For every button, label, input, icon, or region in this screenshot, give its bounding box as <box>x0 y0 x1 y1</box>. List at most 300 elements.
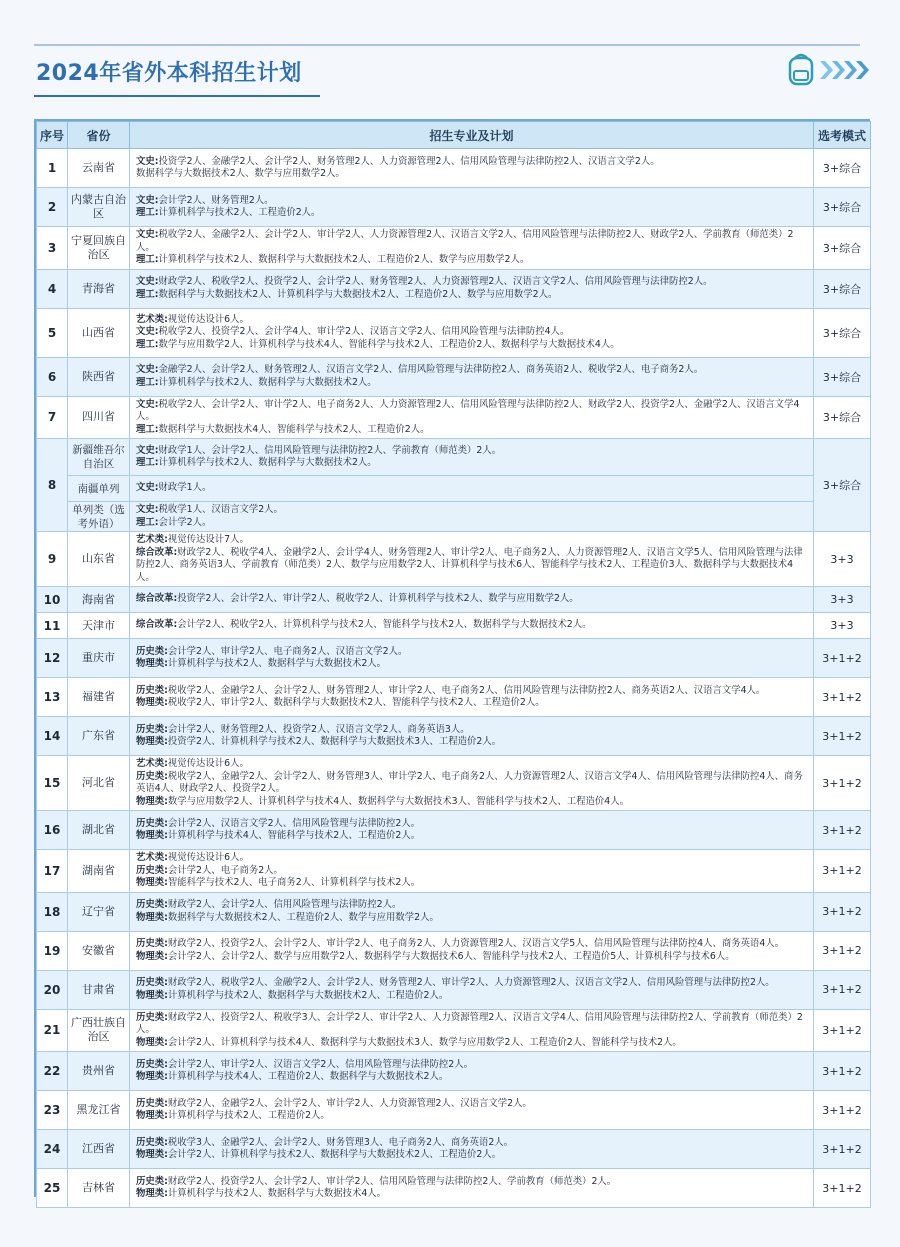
plan-text: 视觉传达设计7人。 <box>167 534 249 545</box>
plan-line <box>136 852 807 865</box>
plan-text: 财政学1人。 <box>158 482 212 494</box>
plan-cell <box>130 502 814 532</box>
plan-line <box>136 938 807 951</box>
plan-line <box>136 207 807 220</box>
mode-cell: 3+1+2 <box>814 1091 871 1130</box>
plan-line <box>136 1059 807 1072</box>
province-cell: 辽宁省 <box>68 892 130 931</box>
plan-line <box>136 445 807 458</box>
mode-cell: 3+1+2 <box>814 1009 871 1052</box>
row-number: 6 <box>37 357 68 396</box>
plan-category: 文史: <box>136 155 159 167</box>
plan-cell <box>130 1091 814 1130</box>
plan-cell <box>130 717 814 756</box>
row-number: 22 <box>37 1052 68 1091</box>
table-row <box>37 502 871 532</box>
plan-text: 投资学2人、计算机科学与技术2人、数据科学与大数据技术3人、工程造价2人。 <box>167 736 502 747</box>
province-cell: 云南省 <box>68 149 130 188</box>
plan-category: 物理类: <box>136 950 168 962</box>
province-cell: 甘肃省 <box>68 970 130 1009</box>
plan-category: 历史类: <box>136 1058 168 1070</box>
plan-cell <box>130 439 814 476</box>
plan-line <box>136 517 807 530</box>
mode-cell: 3+综合 <box>814 396 871 439</box>
province-cell: 河北省 <box>68 756 130 811</box>
plan-text: 会计学2人、审计学2人、汉语言文学2人、信用风险管理与法律防控2人。 <box>167 1058 473 1070</box>
row-number: 4 <box>37 269 68 308</box>
province-cell: 湖南省 <box>68 850 130 893</box>
plan-cell <box>130 587 814 613</box>
plan-line <box>136 724 807 737</box>
plan-category: 物理类: <box>136 1149 168 1160</box>
province-cell: 江西省 <box>68 1130 130 1169</box>
plan-line <box>136 457 807 470</box>
plan-cell <box>130 149 814 188</box>
province-cell: 山东省 <box>68 532 130 587</box>
plan-line <box>136 1012 807 1037</box>
plan-category: 物理类: <box>136 1036 168 1048</box>
plan-line <box>136 1037 807 1050</box>
plan-cell <box>130 1052 814 1091</box>
plan-text: 会计学2人、财务管理2人、投资学2人、汉语言文学2人、商务英语3人。 <box>167 723 470 735</box>
plan-text: 财政学2人、税收学2人、投资学2人、会计学2人、财务管理2人、人力资源管理2人、汉语言文学2人、信用风险管理与法律防控2人。 <box>158 276 713 287</box>
plan-cell <box>130 1130 814 1169</box>
province-cell: 陕西省 <box>68 357 130 396</box>
mode-cell: 3+1+2 <box>814 1052 871 1091</box>
province-cell: 福建省 <box>68 678 130 717</box>
plan-line <box>136 977 807 990</box>
table-row <box>37 678 871 717</box>
province-cell: 内蒙古自治区 <box>68 188 130 227</box>
plan-line <box>136 424 807 437</box>
enrollment-table <box>34 119 870 1197</box>
province-cell: 青海省 <box>68 269 130 308</box>
plan-line <box>136 364 807 377</box>
row-number: 8 <box>37 439 68 532</box>
mode-cell: 3+3 <box>814 532 871 587</box>
mode-cell: 3+综合 <box>814 149 871 188</box>
plan-category: 物理类: <box>136 1188 168 1199</box>
table-row <box>37 639 871 678</box>
plan-text: 财政学2人、投资学2人、会计学2人、审计学2人、信用风险管理与法律防控2人、学前教育（师范类）2人。 <box>167 1175 617 1187</box>
table-row <box>37 931 871 970</box>
plan-text: 数据科学与大数据技术4人、智能科学与技术2人、工程造价2人。 <box>158 423 430 435</box>
plan-cell <box>130 308 814 357</box>
plan-text: 会计学2人、财务管理2人。 <box>158 194 274 206</box>
plan-text: 计算机科学与技术4人、智能科学与技术2人、工程造价2人。 <box>167 830 421 841</box>
province-cell: 广东省 <box>68 717 130 756</box>
plan-text: 计算机科学与技术2人、数据科学与大数据技术4人。 <box>167 1188 387 1199</box>
plan-category: 理工: <box>136 254 159 265</box>
plan-line <box>136 1098 807 1111</box>
table-row <box>37 269 871 308</box>
plan-category: 物理类: <box>136 830 168 841</box>
table-row <box>37 850 871 893</box>
table-row <box>37 1169 871 1208</box>
plan-text: 财政学2人、会计学2人、信用风险管理与法律防控2人。 <box>167 899 402 910</box>
row-number: 11 <box>37 613 68 639</box>
plan-line <box>136 547 807 585</box>
plan-category: 文史: <box>136 364 159 375</box>
plan-line <box>136 796 807 809</box>
mode-cell: 3+1+2 <box>814 639 871 678</box>
table-row <box>37 227 871 270</box>
plan-category: 艺术类: <box>136 758 168 769</box>
row-number: 7 <box>37 396 68 439</box>
plan-text: 财政学2人、税收学2人、金融学2人、会计学2人、财务管理2人、审计学2人、人力资源管理2人、汉语言文学2人、信用风险管理与法律防控2人。 <box>167 977 775 988</box>
plan-cell <box>130 678 814 717</box>
plan-category: 历史类: <box>136 645 168 657</box>
plan-line <box>136 276 807 289</box>
plan-cell <box>130 970 814 1009</box>
plan-text: 数学与应用数学2人、计算机科学与技术4人、智能科学与技术2人、工程造价2人、数据科学与大数据技术4人。 <box>158 338 620 350</box>
plan-line <box>136 1176 807 1189</box>
plan-category: 物理类: <box>136 697 168 708</box>
page-title: 2024年省外本科招生计划 <box>36 61 302 86</box>
plan-line <box>136 229 807 254</box>
mode-cell: 3+1+2 <box>814 931 871 970</box>
plan-text: 数据科学与大数据技术2人、数学与应用数学2人。 <box>136 168 345 179</box>
province-cell: 宁夏回族自治区 <box>68 227 130 270</box>
plan-text: 计算机科学与技术2人、工程造价2人。 <box>158 207 321 218</box>
table-row <box>37 970 871 1009</box>
plan-line <box>136 314 807 327</box>
plan-line <box>136 339 807 352</box>
plan-text: 数据科学与大数据技术2人、工程造价2人、数学与应用数学2人。 <box>167 911 439 923</box>
row-number: 24 <box>37 1130 68 1169</box>
plan-category: 艺术类: <box>136 534 168 545</box>
province-cell: 贵州省 <box>68 1052 130 1091</box>
plan-category: 文史: <box>136 194 159 206</box>
top-rule <box>34 44 860 46</box>
table-header-row <box>37 122 871 149</box>
plan-category: 物理类: <box>136 658 168 669</box>
plan-cell <box>130 227 814 270</box>
plan-line <box>136 912 807 925</box>
mode-cell: 3+综合 <box>814 357 871 396</box>
plan-text: 投资学2人、会计学2人、审计学2人、税收学2人、计算机科学与技术2人、数学与应用数学2人。 <box>177 593 579 605</box>
plan-text: 财政学2人、投资学2人、会计学2人、审计学2人、电子商务2人、人力资源管理2人、汉语言文学5人、信用风险管理与法律防控4人、商务英语4人。 <box>167 938 785 949</box>
plan-category: 综合改革: <box>136 593 178 605</box>
plan-text: 税收学1人、汉语言文学2人。 <box>158 504 283 515</box>
row-number: 9 <box>37 532 68 587</box>
header-plan: 招生专业及计划 <box>130 122 814 149</box>
mode-cell: 3+1+2 <box>814 811 871 850</box>
plan-text: 计算机科学与技术2人、数据科学与大数据技术2人。 <box>158 376 377 388</box>
plan-text: 税收学2人、会计学2人、审计学2人、电子商务2人、人力资源管理2人、信用风险管理与法律防控2人、财政学2人、投资学2人、金融学2人、汉语言文学4人。 <box>136 398 800 422</box>
plan-category: 历史类: <box>136 899 168 910</box>
plan-category: 历史类: <box>136 1175 168 1187</box>
plan-line <box>136 899 807 912</box>
plan-cell <box>130 850 814 893</box>
plan-category: 物理类: <box>136 736 168 747</box>
plan-line <box>136 685 807 698</box>
row-number: 12 <box>37 639 68 678</box>
plan-text: 会计学2人、汉语言文学2人、信用风险管理与法律防控2人。 <box>167 817 421 829</box>
province-cell: 新疆维吾尔自治区 <box>68 439 130 476</box>
plan-text: 会计学2人。 <box>158 516 212 528</box>
row-number: 15 <box>37 756 68 811</box>
plan-line <box>136 593 807 606</box>
plan-line <box>136 399 807 424</box>
plan-line <box>136 156 807 169</box>
plan-text: 会计学2人、计算机科学与技术2人、数据科学与大数据技术2人、工程造价2人。 <box>167 1149 502 1160</box>
province-cell: 黑龙江省 <box>68 1091 130 1130</box>
row-number: 10 <box>37 587 68 613</box>
mode-cell: 3+1+2 <box>814 756 871 811</box>
plan-text: 会计学2人、计算机科学与技术4人、数据科学与大数据技术3人、数学与应用数学2人、工程造价2人、智能科学与技术2人。 <box>167 1036 682 1048</box>
table-row <box>37 587 871 613</box>
plan-cell <box>130 892 814 931</box>
row-number: 1 <box>37 149 68 188</box>
title-underline <box>34 95 320 97</box>
plan-text: 税收学2人、金融学2人、会计学2人、审计学2人、人力资源管理2人、汉语言文学2人、信用风险管理与法律防控2人、财政学2人、学前教育（师范类）2人。 <box>136 229 794 253</box>
plan-text: 税收学2人、金融学2人、会计学2人、财务管理2人、审计学2人、电子商务2人、信用风险管理与法律防控2人、商务英语2人、汉语言文学4人。 <box>167 684 766 696</box>
plan-text: 会计学2人、税收学2人、计算机科学与技术2人、智能科学与技术2人、数据科学与大数据技术2人。 <box>177 619 592 631</box>
plan-category: 文史: <box>136 504 159 515</box>
row-number: 19 <box>37 931 68 970</box>
province-cell: 重庆市 <box>68 639 130 678</box>
plan-line <box>136 658 807 671</box>
mode-cell: 3+1+2 <box>814 717 871 756</box>
plan-category: 历史类: <box>136 770 168 782</box>
mode-cell: 3+1+2 <box>814 1130 871 1169</box>
plan-category: 理工: <box>136 376 159 388</box>
table-row <box>37 613 871 639</box>
plan-line <box>136 697 807 710</box>
plan-category: 文史: <box>136 276 159 287</box>
plan-text: 会计学2人、电子商务2人。 <box>167 864 283 876</box>
plan-text: 计算机科学与技术2人、数据科学与大数据技术2人、工程造价2人。 <box>167 989 449 1001</box>
plan-line <box>136 534 807 547</box>
plan-cell <box>130 1169 814 1208</box>
plan-line <box>136 951 807 964</box>
province-cell: 四川省 <box>68 396 130 439</box>
plan-category: 历史类: <box>136 864 168 876</box>
province-cell: 吉林省 <box>68 1169 130 1208</box>
mode-cell: 3+3 <box>814 613 871 639</box>
plan-category: 理工: <box>136 338 159 350</box>
plan-category: 理工: <box>136 207 159 218</box>
plan-text: 计算机科学与技术2人、数据科学与大数据技术2人、工程造价2人、数学与应用数学2人。 <box>158 254 530 265</box>
table-row <box>37 892 871 931</box>
header-province: 省份 <box>68 122 130 149</box>
table-row <box>37 1009 871 1052</box>
plan-cell <box>130 357 814 396</box>
plan-category: 历史类: <box>136 1011 168 1023</box>
mode-cell: 3+3 <box>814 587 871 613</box>
mode-cell: 3+综合 <box>814 227 871 270</box>
row-number: 18 <box>37 892 68 931</box>
plan-cell <box>130 269 814 308</box>
plan-category: 历史类: <box>136 977 168 988</box>
plan-line <box>136 736 807 749</box>
plan-category: 历史类: <box>136 938 168 949</box>
plan-line <box>136 168 807 181</box>
row-number: 25 <box>37 1169 68 1208</box>
header-mode: 选考模式 <box>814 122 871 149</box>
mode-cell: 3+综合 <box>814 439 871 532</box>
province-cell: 南疆单列 <box>68 476 130 502</box>
row-number: 21 <box>37 1009 68 1052</box>
plan-text: 视觉传达设计6人。 <box>167 852 249 863</box>
plan-line <box>136 326 807 339</box>
mode-cell: 3+综合 <box>814 269 871 308</box>
plan-category: 物理类: <box>136 1071 168 1082</box>
table-row <box>37 439 871 476</box>
mode-cell: 3+1+2 <box>814 678 871 717</box>
province-cell: 山西省 <box>68 308 130 357</box>
plan-text: 财政学2人、金融学2人、会计学2人、审计学2人、人力资源管理2人、汉语言文学2人。 <box>167 1097 532 1109</box>
plan-text: 财政学2人、投资学2人、税收学3人、会计学2人、审计学2人、人力资源管理2人、汉语言文学4人、信用风险管理与法律防控2人、学前教育（师范类）2人。 <box>136 1011 803 1035</box>
plan-text: 投资学2人、金融学2人、会计学2人、财务管理2人、人力资源管理2人、信用风险管理与法律防控2人、汉语言文学2人。 <box>158 155 660 167</box>
mode-cell: 3+1+2 <box>814 1169 871 1208</box>
plan-category: 文史: <box>136 326 159 338</box>
plan-category: 理工: <box>136 423 159 435</box>
mode-cell: 3+1+2 <box>814 892 871 931</box>
plan-cell <box>130 639 814 678</box>
plan-text: 税收学2人、金融学2人、会计学2人、财务管理3人、审计学2人、电子商务2人、人力资源管理2人、汉语言文学4人、信用风险管理与法律防控4人、商务英语4人、财政学2人、投资学2人。 <box>136 770 803 794</box>
row-number: 14 <box>37 717 68 756</box>
province-cell: 海南省 <box>68 587 130 613</box>
backpack-icon <box>782 53 874 87</box>
plan-text: 金融学2人、会计学2人、财务管理2人、汉语言文学2人、信用风险管理与法律防控2人、商务英语2人、税收学2人、电子商务2人。 <box>158 364 704 375</box>
plan-line <box>136 758 807 771</box>
plan-text: 数学与应用数学2人、计算机科学与技术4人、数据科学与大数据技术3人、智能科学与技术2人、工程造价4人。 <box>167 795 629 807</box>
table-row <box>37 1091 871 1130</box>
plan-cell <box>130 476 814 502</box>
plan-category: 文史: <box>136 482 159 494</box>
plan-category: 综合改革: <box>136 546 178 558</box>
row-number: 5 <box>37 308 68 357</box>
row-number: 3 <box>37 227 68 270</box>
plan-category: 文史: <box>136 398 159 410</box>
plan-line <box>136 1110 807 1123</box>
plan-cell <box>130 532 814 587</box>
plan-text: 数据科学与大数据技术2人、计算机科学与大数据技术2人、工程造价2人、数学与应用数学2人。 <box>158 288 558 300</box>
plan-text: 计算机科学与技术2人、工程造价2人。 <box>167 1110 330 1121</box>
plan-line <box>136 254 807 267</box>
plan-line <box>136 877 807 890</box>
plan-category: 历史类: <box>136 723 168 735</box>
plan-category: 理工: <box>136 288 159 300</box>
province-cell: 安徽省 <box>68 931 130 970</box>
plan-category: 艺术类: <box>136 313 168 325</box>
plan-category: 物理类: <box>136 1110 168 1121</box>
plan-text: 视觉传达设计6人。 <box>167 313 249 325</box>
plan-line <box>136 619 807 632</box>
plan-text: 视觉传达设计6人。 <box>167 758 249 769</box>
plan-text: 财政学2人、税收学4人、金融学2人、会计学4人、财务管理2人、审计学2人、电子商务2人、人力资源管理2人、汉语言文学5人、信用风险管理与法律防控2人、商务英语3人、学前教育（师范类）2人、数学与应用数学2人、计算机科学与技术6人、智能科学与技术2人、工程造价3人、数据科学与大数据技术4人。 <box>136 546 803 583</box>
plan-category: 历史类: <box>136 817 168 829</box>
row-number: 23 <box>37 1091 68 1130</box>
plan-cell <box>130 1009 814 1052</box>
row-number: 13 <box>37 678 68 717</box>
plan-line <box>136 1071 807 1084</box>
plan-cell <box>130 396 814 439</box>
plan-line <box>136 1149 807 1162</box>
plan-text: 税收学2人、审计学2人、数据科学与大数据技术2人、智能科学与技术2人、工程造价2人。 <box>167 697 545 708</box>
row-number: 17 <box>37 850 68 893</box>
plan-category: 文史: <box>136 229 159 240</box>
mode-cell: 3+1+2 <box>814 850 871 893</box>
row-number: 20 <box>37 970 68 1009</box>
plan-line <box>136 818 807 831</box>
plan-line <box>136 195 807 208</box>
plan-text: 会计学2人、会计学2人、数学与应用数学2人、数据科学与大数据技术6人、智能科学与技术2人、工程造价5人、计算机科学与技术6人。 <box>167 950 735 962</box>
row-number: 2 <box>37 188 68 227</box>
plan-category: 历史类: <box>136 1097 168 1109</box>
plan-text: 智能科学与技术2人、电子商务2人、计算机科学与技术2人。 <box>167 877 421 888</box>
plan-category: 综合改革: <box>136 619 178 631</box>
mode-cell: 3+综合 <box>814 308 871 357</box>
table-row <box>37 1130 871 1169</box>
plan-category: 理工: <box>136 516 159 528</box>
plan-category: 物理类: <box>136 989 168 1001</box>
plan-text: 计算机科学与技术2人、数据科学与大数据技术2人。 <box>167 658 387 669</box>
plan-category: 文史: <box>136 444 159 456</box>
plan-line <box>136 1188 807 1201</box>
table-row <box>37 1052 871 1091</box>
plan-text: 计算机科学与技术4人、工程造价2人、数据科学与大数据技术2人。 <box>167 1071 449 1082</box>
plan-category: 历史类: <box>136 684 168 696</box>
table-row <box>37 308 871 357</box>
plan-category: 艺术类: <box>136 852 168 863</box>
province-cell: 天津市 <box>68 613 130 639</box>
plan-text: 税收学2人、投资学2人、会计学4人、审计学2人、汉语言文学2人、信用风险管理与法律防控4人。 <box>158 326 570 338</box>
plan-cell <box>130 188 814 227</box>
plan-line <box>136 646 807 659</box>
plan-text: 财政学1人、会计学2人、信用风险管理与法律防控2人、学前教育（师范类）2人。 <box>158 444 502 456</box>
plan-category: 物理类: <box>136 795 168 807</box>
table-row <box>37 717 871 756</box>
plan-line <box>136 482 807 495</box>
plan-line <box>136 377 807 390</box>
plan-cell <box>130 613 814 639</box>
table-row <box>37 532 871 587</box>
table-row <box>37 476 871 502</box>
table-row <box>37 396 871 439</box>
mode-cell: 3+综合 <box>814 188 871 227</box>
plan-line <box>136 289 807 302</box>
plan-cell <box>130 811 814 850</box>
mode-cell: 3+1+2 <box>814 970 871 1009</box>
plan-category: 理工: <box>136 457 159 468</box>
plan-category: 历史类: <box>136 1136 168 1148</box>
header-no: 序号 <box>37 122 68 149</box>
table-row <box>37 149 871 188</box>
plan-text: 会计学2人、审计学2人、电子商务2人、汉语言文学2人。 <box>167 645 408 657</box>
plan-line <box>136 771 807 796</box>
plan-cell <box>130 756 814 811</box>
plan-category: 物理类: <box>136 877 168 888</box>
table-row <box>37 188 871 227</box>
plan-line <box>136 1137 807 1150</box>
province-cell: 广西壮族自治区 <box>68 1009 130 1052</box>
plan-line <box>136 865 807 878</box>
plan-cell <box>130 931 814 970</box>
plan-text: 税收学3人、金融学2人、会计学2人、财务管理3人、电子商务2人、商务英语2人。 <box>167 1136 514 1148</box>
plan-text: 计算机科学与技术2人、数据科学与大数据技术2人。 <box>158 457 377 468</box>
table-row <box>37 811 871 850</box>
table-row <box>37 357 871 396</box>
plan-line <box>136 990 807 1003</box>
plan-category: 物理类: <box>136 911 168 923</box>
plan-line <box>136 504 807 517</box>
province-cell: 单列类（选考外语） <box>68 502 130 532</box>
plan-line <box>136 830 807 843</box>
province-cell: 湖北省 <box>68 811 130 850</box>
